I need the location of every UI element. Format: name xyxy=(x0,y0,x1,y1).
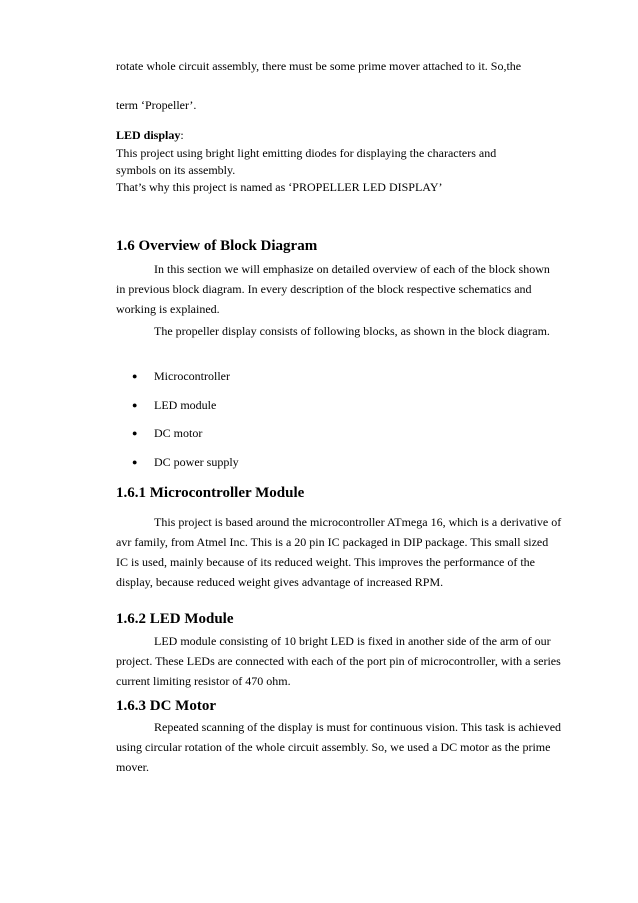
led-display-line-1: This project using bright light emitting diodes for displaying the characters and xyxy=(116,146,497,160)
bullet-icon: ● xyxy=(132,457,138,467)
led-display-block xyxy=(116,125,562,196)
section-1-6-3-paragraph: Repeated scanning of the display is must for continuous vision. This task is achieved using circular rotation of the whole circuit assembly. So, we used a DC motor as the prime mover. xyxy=(116,720,562,774)
list-item-label: DC motor xyxy=(154,426,203,440)
section-1-6-paragraph-2: The propeller display consists of following blocks, as shown in the block diagram. xyxy=(154,324,550,338)
list-item-label: Microcontroller xyxy=(154,369,230,383)
section-1-6-paragraph-1: In this section we will emphasize on detailed overview of each of the block shown in previous block diagram. In every description of the block respective schematics and working is explained. xyxy=(116,262,550,316)
section-1-6-2-heading: 1.6.2 LED Module xyxy=(116,611,234,627)
bullet-icon: ● xyxy=(132,428,138,438)
led-display-label: LED display xyxy=(116,128,181,142)
list-item-label: DC power supply xyxy=(154,455,239,469)
bullet-icon: ● xyxy=(132,371,138,381)
led-display-line-2: symbols on its assembly. xyxy=(116,163,236,177)
section-1-6-1-heading: 1.6.1 Microcontroller Module xyxy=(116,485,305,501)
section-1-6-1-paragraph: This project is based around the microcontroller ATmega 16, which is a derivative of avr family, from Atmel Inc. This is a 20 pin IC packaged in DIP package. This small sized IC is used, mainly because of its reduced weight. This improves the performance of the display, because reduced weight gives advantage of increased RPM. xyxy=(116,515,562,589)
list-item-label: LED module xyxy=(154,398,217,412)
section-1-6-heading: 1.6 Overview of Block Diagram xyxy=(116,238,318,254)
intro-line-2: term ‘Propeller’. xyxy=(116,98,197,112)
section-1-6-2-paragraph: LED module consisting of 10 bright LED is fixed in another side of the arm of our project. These LEDs are connected with each of the port pin of microcontroller, with a series current limiting resistor of 470 ohm. xyxy=(116,634,561,688)
block-list xyxy=(116,366,562,476)
led-display-label-line xyxy=(116,125,562,145)
led-display-line-3: That’s why this project is named as ‘PROPELLER LED DISPLAY’ xyxy=(116,180,443,194)
intro-line-1: rotate whole circuit assembly, there must be some prime mover attached to it. So,the xyxy=(116,59,522,73)
bullet-icon: ● xyxy=(132,400,138,410)
section-1-6-3-heading: 1.6.3 DC Motor xyxy=(116,698,216,714)
led-display-colon: : xyxy=(180,128,184,142)
